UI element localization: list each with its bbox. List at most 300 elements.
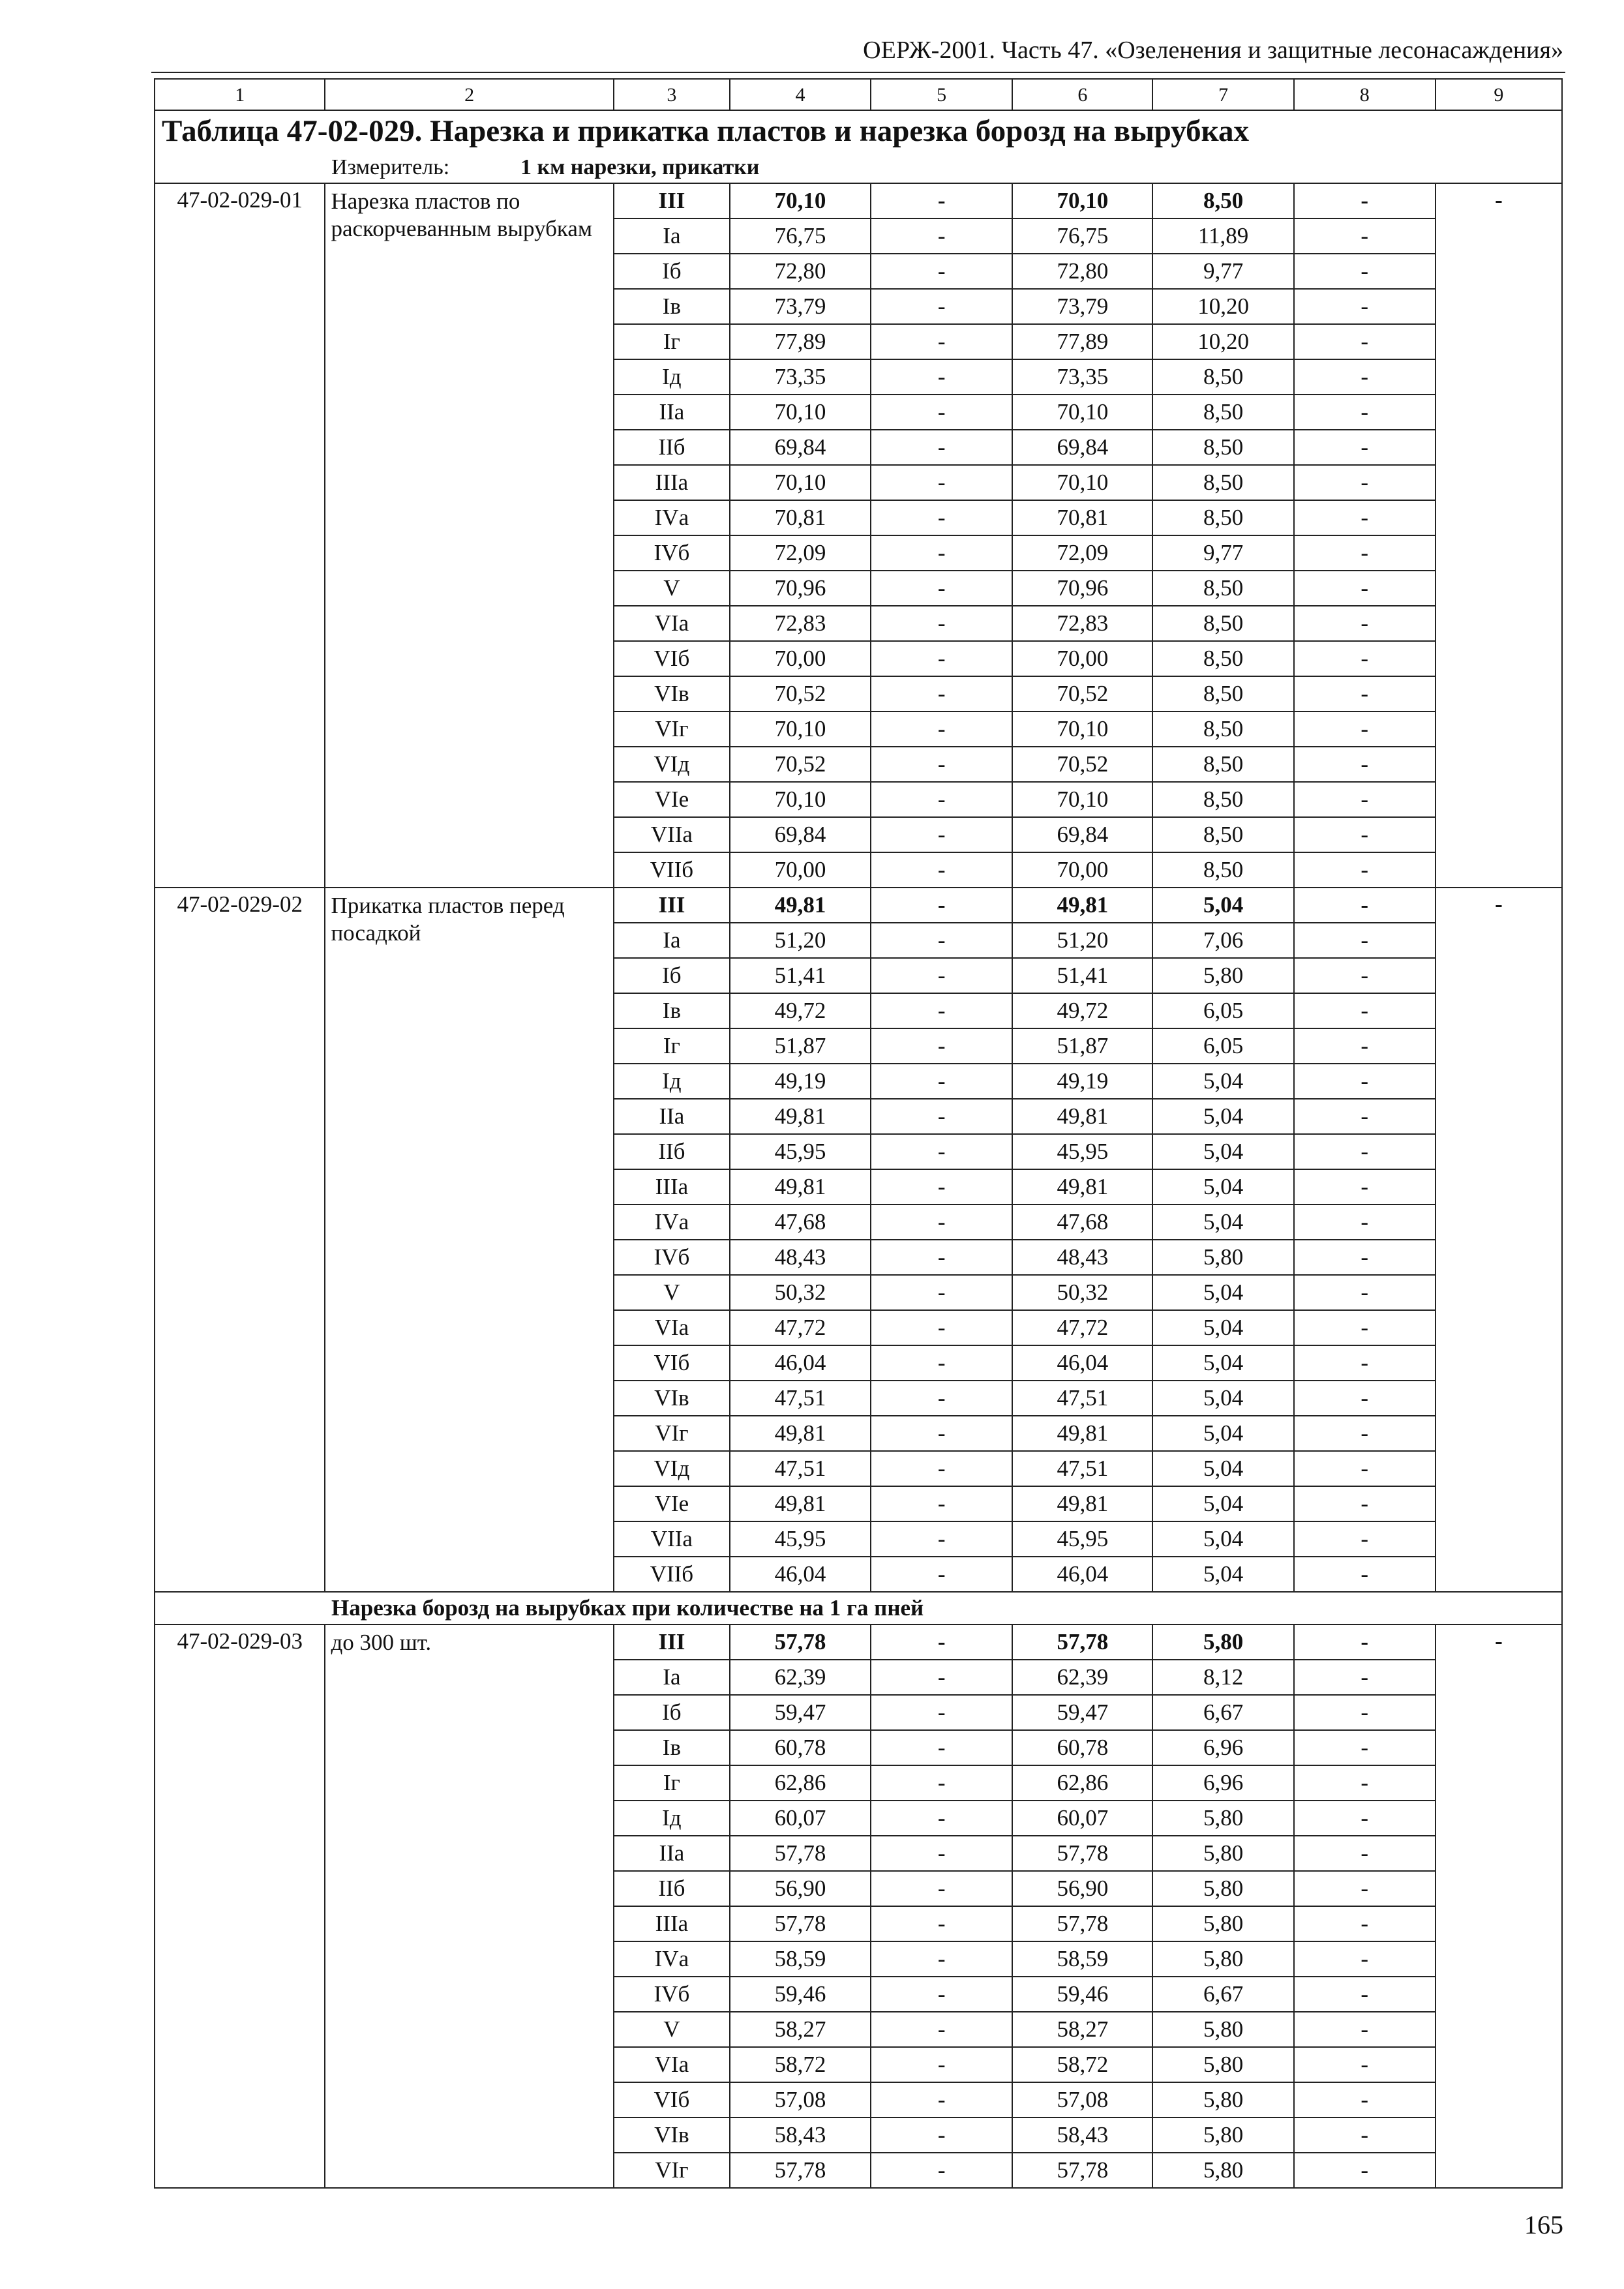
column-number: 6 bbox=[1012, 79, 1152, 110]
col7-cell: 8,50 bbox=[1152, 711, 1293, 747]
col6-cell: 70,10 bbox=[1012, 465, 1152, 500]
col7-cell: 5,04 bbox=[1152, 1169, 1293, 1204]
col5-cell: - bbox=[871, 817, 1012, 852]
col4-cell: 60,78 bbox=[730, 1730, 871, 1765]
column-number: 8 bbox=[1294, 79, 1436, 110]
col5-cell: - bbox=[871, 1064, 1012, 1099]
column-number: 4 bbox=[730, 79, 871, 110]
col8-cell: - bbox=[1294, 1416, 1436, 1451]
zone-cell: VIв bbox=[614, 2117, 730, 2153]
col8-cell: - bbox=[1294, 1906, 1436, 1941]
col7-cell: 6,05 bbox=[1152, 1028, 1293, 1064]
col6-cell: 49,19 bbox=[1012, 1064, 1152, 1099]
col5-cell: - bbox=[871, 1416, 1012, 1451]
column-number-row bbox=[155, 79, 1562, 110]
col5-cell: - bbox=[871, 1695, 1012, 1730]
col6-cell: 70,10 bbox=[1012, 711, 1152, 747]
col7-cell: 5,04 bbox=[1152, 1451, 1293, 1486]
col6-cell: 60,07 bbox=[1012, 1801, 1152, 1836]
col6-cell: 49,81 bbox=[1012, 1169, 1152, 1204]
col6-cell: 58,27 bbox=[1012, 2012, 1152, 2047]
column-number: 7 bbox=[1152, 79, 1293, 110]
col4-cell: 70,52 bbox=[730, 747, 871, 782]
col8-cell: - bbox=[1294, 1486, 1436, 1521]
col7-cell: 5,04 bbox=[1152, 1381, 1293, 1416]
col5-cell: - bbox=[871, 852, 1012, 888]
col5-cell: - bbox=[871, 1977, 1012, 2012]
col4-cell: 59,46 bbox=[730, 1977, 871, 2012]
col9-cell: - bbox=[1436, 1624, 1562, 2188]
zone-cell: VIа bbox=[614, 1310, 730, 1345]
zone-cell: VIIб bbox=[614, 852, 730, 888]
col4-cell: 70,10 bbox=[730, 183, 871, 218]
col5-cell: - bbox=[871, 958, 1012, 993]
col7-cell: 5,80 bbox=[1152, 2117, 1293, 2153]
col5-cell: - bbox=[871, 1836, 1012, 1871]
col6-cell: 77,89 bbox=[1012, 324, 1152, 359]
col4-cell: 73,79 bbox=[730, 289, 871, 324]
col4-cell: 70,81 bbox=[730, 500, 871, 535]
col4-cell: 72,09 bbox=[730, 535, 871, 571]
table-row bbox=[155, 183, 1562, 218]
norm-table bbox=[154, 78, 1563, 2189]
col7-cell: 6,05 bbox=[1152, 993, 1293, 1028]
col6-cell: 70,10 bbox=[1012, 183, 1152, 218]
col5-cell: - bbox=[871, 571, 1012, 606]
col7-cell: 8,50 bbox=[1152, 782, 1293, 817]
col7-cell: 5,80 bbox=[1152, 958, 1293, 993]
col8-cell: - bbox=[1294, 641, 1436, 676]
col6-cell: 72,83 bbox=[1012, 606, 1152, 641]
col4-cell: 58,72 bbox=[730, 2047, 871, 2082]
col4-cell: 70,52 bbox=[730, 676, 871, 711]
col8-cell: - bbox=[1294, 606, 1436, 641]
work-name: до 300 шт. bbox=[325, 1624, 613, 2188]
col8-cell: - bbox=[1294, 2082, 1436, 2117]
col7-cell: 5,80 bbox=[1152, 1801, 1293, 1836]
col8-cell: - bbox=[1294, 2012, 1436, 2047]
col6-cell: 57,78 bbox=[1012, 1906, 1152, 1941]
col6-cell: 58,72 bbox=[1012, 2047, 1152, 2082]
zone-cell: VIд bbox=[614, 747, 730, 782]
col4-cell: 72,83 bbox=[730, 606, 871, 641]
col4-cell: 51,20 bbox=[730, 923, 871, 958]
col8-cell: - bbox=[1294, 1345, 1436, 1381]
col8-cell: - bbox=[1294, 1240, 1436, 1275]
col8-cell: - bbox=[1294, 1204, 1436, 1240]
col6-cell: 51,41 bbox=[1012, 958, 1152, 993]
col7-cell: 5,04 bbox=[1152, 1099, 1293, 1134]
col7-cell: 9,77 bbox=[1152, 535, 1293, 571]
col6-cell: 49,81 bbox=[1012, 1416, 1152, 1451]
zone-cell: III bbox=[614, 888, 730, 923]
col4-cell: 47,51 bbox=[730, 1381, 871, 1416]
col7-cell: 8,50 bbox=[1152, 183, 1293, 218]
col4-cell: 48,43 bbox=[730, 1240, 871, 1275]
col5-cell: - bbox=[871, 888, 1012, 923]
col6-cell: 60,78 bbox=[1012, 1730, 1152, 1765]
col4-cell: 58,59 bbox=[730, 1941, 871, 1977]
col5-cell: - bbox=[871, 1345, 1012, 1381]
zone-cell: IVа bbox=[614, 1941, 730, 1977]
col8-cell: - bbox=[1294, 1624, 1436, 1660]
col8-cell: - bbox=[1294, 1521, 1436, 1557]
zone-cell: IVб bbox=[614, 535, 730, 571]
col7-cell: 8,50 bbox=[1152, 430, 1293, 465]
rate-code: 47-02-029-02 bbox=[155, 888, 325, 1592]
zone-cell: VIб bbox=[614, 1345, 730, 1381]
col4-cell: 49,81 bbox=[730, 1169, 871, 1204]
col4-cell: 45,95 bbox=[730, 1134, 871, 1169]
unit-value: 1 км нарезки, прикатки bbox=[520, 155, 760, 180]
col7-cell: 5,80 bbox=[1152, 2012, 1293, 2047]
col7-cell: 7,06 bbox=[1152, 923, 1293, 958]
col6-cell: 70,00 bbox=[1012, 852, 1152, 888]
zone-cell: IIб bbox=[614, 1134, 730, 1169]
col4-cell: 70,10 bbox=[730, 782, 871, 817]
col4-cell: 47,72 bbox=[730, 1310, 871, 1345]
zone-cell: V bbox=[614, 1275, 730, 1310]
zone-cell: Iа bbox=[614, 923, 730, 958]
col8-cell: - bbox=[1294, 1836, 1436, 1871]
col8-cell: - bbox=[1294, 254, 1436, 289]
zone-cell: VIе bbox=[614, 1486, 730, 1521]
col4-cell: 51,87 bbox=[730, 1028, 871, 1064]
col6-cell: 47,68 bbox=[1012, 1204, 1152, 1240]
col6-cell: 72,80 bbox=[1012, 254, 1152, 289]
zone-cell: VIв bbox=[614, 1381, 730, 1416]
zone-cell: Iв bbox=[614, 289, 730, 324]
zone-cell: IIIа bbox=[614, 1169, 730, 1204]
col8-cell: - bbox=[1294, 1451, 1436, 1486]
table-row bbox=[155, 1624, 1562, 1660]
col5-cell: - bbox=[871, 289, 1012, 324]
zone-cell: VIIа bbox=[614, 1521, 730, 1557]
col5-cell: - bbox=[871, 711, 1012, 747]
column-number: 9 bbox=[1436, 79, 1562, 110]
col8-cell: - bbox=[1294, 1941, 1436, 1977]
col8-cell: - bbox=[1294, 1381, 1436, 1416]
col5-cell: - bbox=[871, 465, 1012, 500]
col8-cell: - bbox=[1294, 2117, 1436, 2153]
col4-cell: 49,81 bbox=[730, 888, 871, 923]
zone-cell: Iб bbox=[614, 254, 730, 289]
zone-cell: Iг bbox=[614, 324, 730, 359]
col8-cell: - bbox=[1294, 289, 1436, 324]
zone-cell: Iд bbox=[614, 359, 730, 395]
col6-cell: 70,52 bbox=[1012, 747, 1152, 782]
zone-cell: Iг bbox=[614, 1765, 730, 1801]
col4-cell: 47,51 bbox=[730, 1451, 871, 1486]
col8-cell: - bbox=[1294, 1169, 1436, 1204]
col6-cell: 62,86 bbox=[1012, 1765, 1152, 1801]
col7-cell: 5,04 bbox=[1152, 1486, 1293, 1521]
zone-cell: Iа bbox=[614, 1660, 730, 1695]
col5-cell: - bbox=[871, 359, 1012, 395]
col5-cell: - bbox=[871, 1486, 1012, 1521]
col4-cell: 70,00 bbox=[730, 641, 871, 676]
col6-cell: 57,78 bbox=[1012, 1836, 1152, 1871]
col7-cell: 5,04 bbox=[1152, 1134, 1293, 1169]
col8-cell: - bbox=[1294, 1028, 1436, 1064]
col5-cell: - bbox=[871, 395, 1012, 430]
col8-cell: - bbox=[1294, 817, 1436, 852]
col6-cell: 51,87 bbox=[1012, 1028, 1152, 1064]
col7-cell: 6,96 bbox=[1152, 1730, 1293, 1765]
col4-cell: 62,86 bbox=[730, 1765, 871, 1801]
col6-cell: 73,79 bbox=[1012, 289, 1152, 324]
col4-cell: 57,08 bbox=[730, 2082, 871, 2117]
zone-cell: VIб bbox=[614, 2082, 730, 2117]
col4-cell: 72,80 bbox=[730, 254, 871, 289]
col8-cell: - bbox=[1294, 395, 1436, 430]
rate-code: 47-02-029-03 bbox=[155, 1624, 325, 2188]
col8-cell: - bbox=[1294, 535, 1436, 571]
col8-cell: - bbox=[1294, 2153, 1436, 2188]
zone-cell: VIб bbox=[614, 641, 730, 676]
zone-cell: IIIа bbox=[614, 1906, 730, 1941]
col8-cell: - bbox=[1294, 465, 1436, 500]
col7-cell: 8,50 bbox=[1152, 500, 1293, 535]
col6-cell: 70,10 bbox=[1012, 782, 1152, 817]
col7-cell: 5,80 bbox=[1152, 1871, 1293, 1906]
col5-cell: - bbox=[871, 1169, 1012, 1204]
col4-cell: 76,75 bbox=[730, 218, 871, 254]
col7-cell: 8,50 bbox=[1152, 852, 1293, 888]
col5-cell: - bbox=[871, 1557, 1012, 1592]
zone-cell: Iв bbox=[614, 1730, 730, 1765]
col5-cell: - bbox=[871, 2117, 1012, 2153]
col7-cell: 5,04 bbox=[1152, 1310, 1293, 1345]
col5-cell: - bbox=[871, 1941, 1012, 1977]
col5-cell: - bbox=[871, 218, 1012, 254]
col8-cell: - bbox=[1294, 1557, 1436, 1592]
col8-cell: - bbox=[1294, 852, 1436, 888]
col7-cell: 8,50 bbox=[1152, 571, 1293, 606]
zone-cell: VIе bbox=[614, 782, 730, 817]
zone-cell: Iд bbox=[614, 1801, 730, 1836]
zone-cell: V bbox=[614, 571, 730, 606]
zone-cell: VIIб bbox=[614, 1557, 730, 1592]
col4-cell: 69,84 bbox=[730, 430, 871, 465]
col7-cell: 8,50 bbox=[1152, 641, 1293, 676]
zone-cell: VIа bbox=[614, 2047, 730, 2082]
zone-cell: IIа bbox=[614, 1836, 730, 1871]
zone-cell: VIг bbox=[614, 1416, 730, 1451]
unit-label: Измеритель: bbox=[331, 155, 450, 180]
col8-cell: - bbox=[1294, 1275, 1436, 1310]
col5-cell: - bbox=[871, 1801, 1012, 1836]
col5-cell: - bbox=[871, 1134, 1012, 1169]
zone-cell: VIд bbox=[614, 1451, 730, 1486]
col6-cell: 58,43 bbox=[1012, 2117, 1152, 2153]
col5-cell: - bbox=[871, 183, 1012, 218]
col7-cell: 5,80 bbox=[1152, 1941, 1293, 1977]
unit-cell bbox=[155, 153, 1562, 183]
zone-cell: III bbox=[614, 183, 730, 218]
col4-cell: 45,95 bbox=[730, 1521, 871, 1557]
col4-cell: 49,81 bbox=[730, 1416, 871, 1451]
col7-cell: 5,80 bbox=[1152, 2153, 1293, 2188]
col4-cell: 49,81 bbox=[730, 1486, 871, 1521]
col8-cell: - bbox=[1294, 1064, 1436, 1099]
col8-cell: - bbox=[1294, 1134, 1436, 1169]
rate-code: 47-02-029-01 bbox=[155, 183, 325, 888]
col4-cell: 62,39 bbox=[730, 1660, 871, 1695]
col4-cell: 69,84 bbox=[730, 817, 871, 852]
column-number: 3 bbox=[614, 79, 730, 110]
col6-cell: 47,51 bbox=[1012, 1381, 1152, 1416]
col6-cell: 49,81 bbox=[1012, 1486, 1152, 1521]
col4-cell: 49,72 bbox=[730, 993, 871, 1028]
col5-cell: - bbox=[871, 1871, 1012, 1906]
col4-cell: 70,10 bbox=[730, 711, 871, 747]
col6-cell: 62,39 bbox=[1012, 1660, 1152, 1695]
col4-cell: 57,78 bbox=[730, 1906, 871, 1941]
col8-cell: - bbox=[1294, 1977, 1436, 2012]
col6-cell: 70,96 bbox=[1012, 571, 1152, 606]
col5-cell: - bbox=[871, 2082, 1012, 2117]
col5-cell: - bbox=[871, 2012, 1012, 2047]
col5-cell: - bbox=[871, 1624, 1012, 1660]
col6-cell: 73,35 bbox=[1012, 359, 1152, 395]
col8-cell: - bbox=[1294, 1660, 1436, 1695]
zone-cell: Iв bbox=[614, 993, 730, 1028]
zone-cell: VIIа bbox=[614, 817, 730, 852]
col7-cell: 5,04 bbox=[1152, 1204, 1293, 1240]
col8-cell: - bbox=[1294, 958, 1436, 993]
col6-cell: 46,04 bbox=[1012, 1557, 1152, 1592]
col7-cell: 11,89 bbox=[1152, 218, 1293, 254]
col8-cell: - bbox=[1294, 1801, 1436, 1836]
col6-cell: 69,84 bbox=[1012, 430, 1152, 465]
col4-cell: 49,81 bbox=[730, 1099, 871, 1134]
col5-cell: - bbox=[871, 1099, 1012, 1134]
col6-cell: 56,90 bbox=[1012, 1871, 1152, 1906]
col7-cell: 5,80 bbox=[1152, 1836, 1293, 1871]
col5-cell: - bbox=[871, 1906, 1012, 1941]
col4-cell: 46,04 bbox=[730, 1345, 871, 1381]
col5-cell: - bbox=[871, 641, 1012, 676]
running-header: ОЕРЖ-2001. Часть 47. «Озеленения и защитные лесонасаждения» bbox=[863, 37, 1563, 64]
zone-cell: IIб bbox=[614, 1871, 730, 1906]
col4-cell: 56,90 bbox=[730, 1871, 871, 1906]
col7-cell: 8,50 bbox=[1152, 359, 1293, 395]
col5-cell: - bbox=[871, 2153, 1012, 2188]
col5-cell: - bbox=[871, 430, 1012, 465]
col5-cell: - bbox=[871, 1240, 1012, 1275]
zone-cell: IIа bbox=[614, 395, 730, 430]
col6-cell: 47,72 bbox=[1012, 1310, 1152, 1345]
col4-cell: 46,04 bbox=[730, 1557, 871, 1592]
col8-cell: - bbox=[1294, 747, 1436, 782]
zone-cell: IVб bbox=[614, 1977, 730, 2012]
col8-cell: - bbox=[1294, 993, 1436, 1028]
zone-cell: Iб bbox=[614, 1695, 730, 1730]
col6-cell: 72,09 bbox=[1012, 535, 1152, 571]
col8-cell: - bbox=[1294, 500, 1436, 535]
col4-cell: 73,35 bbox=[730, 359, 871, 395]
col7-cell: 5,04 bbox=[1152, 888, 1293, 923]
zone-cell: V bbox=[614, 2012, 730, 2047]
col4-cell: 70,96 bbox=[730, 571, 871, 606]
col5-cell: - bbox=[871, 923, 1012, 958]
col4-cell: 60,07 bbox=[730, 1801, 871, 1836]
col8-cell: - bbox=[1294, 218, 1436, 254]
col4-cell: 51,41 bbox=[730, 958, 871, 993]
col5-cell: - bbox=[871, 782, 1012, 817]
zone-cell: VIв bbox=[614, 676, 730, 711]
col6-cell: 49,81 bbox=[1012, 888, 1152, 923]
col7-cell: 6,67 bbox=[1152, 1695, 1293, 1730]
col5-cell: - bbox=[871, 1028, 1012, 1064]
col5-cell: - bbox=[871, 676, 1012, 711]
col8-cell: - bbox=[1294, 923, 1436, 958]
col7-cell: 10,20 bbox=[1152, 324, 1293, 359]
col5-cell: - bbox=[871, 254, 1012, 289]
col7-cell: 8,50 bbox=[1152, 747, 1293, 782]
col4-cell: 50,32 bbox=[730, 1275, 871, 1310]
zone-cell: III bbox=[614, 1624, 730, 1660]
col4-cell: 57,78 bbox=[730, 1624, 871, 1660]
column-number: 5 bbox=[871, 79, 1012, 110]
col7-cell: 8,50 bbox=[1152, 676, 1293, 711]
col6-cell: 48,43 bbox=[1012, 1240, 1152, 1275]
col7-cell: 5,80 bbox=[1152, 1906, 1293, 1941]
zone-cell: VIг bbox=[614, 2153, 730, 2188]
col7-cell: 9,77 bbox=[1152, 254, 1293, 289]
col8-cell: - bbox=[1294, 1099, 1436, 1134]
col5-cell: - bbox=[871, 606, 1012, 641]
col6-cell: 50,32 bbox=[1012, 1275, 1152, 1310]
col7-cell: 8,50 bbox=[1152, 817, 1293, 852]
table-row bbox=[155, 888, 1562, 923]
col5-cell: - bbox=[871, 993, 1012, 1028]
col7-cell: 8,50 bbox=[1152, 465, 1293, 500]
zone-cell: Iг bbox=[614, 1028, 730, 1064]
col8-cell: - bbox=[1294, 1310, 1436, 1345]
col6-cell: 70,81 bbox=[1012, 500, 1152, 535]
zone-cell: IVа bbox=[614, 500, 730, 535]
col5-cell: - bbox=[871, 747, 1012, 782]
col5-cell: - bbox=[871, 1381, 1012, 1416]
zone-cell: VIа bbox=[614, 606, 730, 641]
col6-cell: 57,78 bbox=[1012, 2153, 1152, 2188]
col8-cell: - bbox=[1294, 888, 1436, 923]
col7-cell: 5,04 bbox=[1152, 1275, 1293, 1310]
col9-cell: - bbox=[1436, 183, 1562, 888]
col8-cell: - bbox=[1294, 183, 1436, 218]
zone-cell: IIб bbox=[614, 430, 730, 465]
column-number: 2 bbox=[325, 79, 613, 110]
col7-cell: 10,20 bbox=[1152, 289, 1293, 324]
col6-cell: 57,78 bbox=[1012, 1624, 1152, 1660]
col6-cell: 45,95 bbox=[1012, 1521, 1152, 1557]
col5-cell: - bbox=[871, 500, 1012, 535]
col9-cell: - bbox=[1436, 888, 1562, 1592]
unit-row bbox=[155, 153, 1562, 183]
col4-cell: 58,43 bbox=[730, 2117, 871, 2153]
table-title: Таблица 47-02-029. Нарезка и прикатка пластов и нарезка борозд на вырубках bbox=[155, 110, 1562, 153]
col5-cell: - bbox=[871, 1310, 1012, 1345]
table-title-row bbox=[155, 110, 1562, 153]
col5-cell: - bbox=[871, 1730, 1012, 1765]
col6-cell: 70,00 bbox=[1012, 641, 1152, 676]
col4-cell: 57,78 bbox=[730, 1836, 871, 1871]
col6-cell: 69,84 bbox=[1012, 817, 1152, 852]
col8-cell: - bbox=[1294, 430, 1436, 465]
work-name: Прикатка пластов перед посадкой bbox=[325, 888, 613, 1592]
